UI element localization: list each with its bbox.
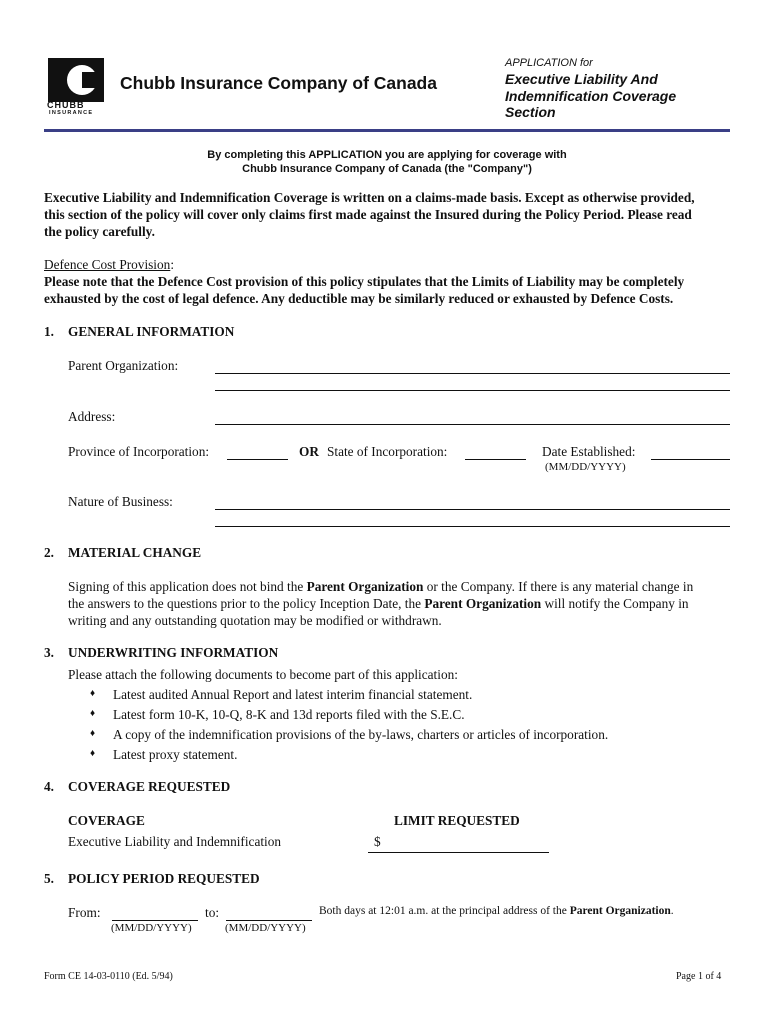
section-2-number: 2.: [44, 545, 54, 560]
policy-period-note: [319, 905, 674, 917]
bullet-icon: ♦: [90, 708, 96, 719]
chubb-logo-mark: [48, 58, 104, 102]
section-4-title: COVERAGE REQUESTED: [68, 779, 231, 794]
bullet-icon: ♦: [90, 728, 96, 739]
subtitle-line-1: By completing this APPLICATION you are applying for coverage with: [207, 149, 567, 161]
defence-cost-title: Defence Cost Provision: [44, 257, 171, 272]
policy-note-c: .: [670, 905, 674, 917]
from-date-input-line[interactable]: [112, 920, 198, 921]
address-input-line[interactable]: [215, 424, 730, 425]
to-date-format: (MM/DD/YYYY): [225, 922, 306, 934]
nature-input-line-2[interactable]: [215, 526, 730, 527]
parent-org-input-line-1[interactable]: [215, 373, 730, 374]
subtitle: [44, 148, 730, 176]
section-1-title: GENERAL INFORMATION: [68, 324, 235, 339]
province-label: Province of Incorporation:: [68, 444, 210, 459]
section-5-number: 5.: [44, 871, 54, 886]
section-2-title: MATERIAL CHANGE: [68, 545, 202, 560]
mc-text-2b: Parent Organization: [424, 596, 542, 611]
from-date-format: (MM/DD/YYYY): [111, 922, 192, 934]
nature-of-business-label: Nature of Business:: [68, 494, 173, 509]
application-for-label: APPLICATION for: [505, 57, 593, 69]
subtitle-line-2: Chubb Insurance Company of Canada (the "Company"): [242, 163, 532, 175]
defence-line-2: exhausted by the cost of legal defence. Any deductible may be similarly reduced or exhausted by Defence Costs.: [44, 291, 674, 306]
chubb-logo: [48, 58, 104, 102]
bullet-item: Latest audited Annual Report and latest interim financial statement.: [113, 687, 473, 702]
defence-cost-section: [44, 256, 734, 307]
defence-line-1: Please note that the Defence Cost provision of this policy stipulates that the Limits of Liability may be completely: [44, 274, 685, 289]
to-date-input-line[interactable]: [226, 920, 312, 921]
header-rule: [44, 129, 730, 132]
page-number: Page 1 of 4: [676, 971, 722, 982]
intro-line-2: this section of the policy will cover only claims first made against the Insured during the Policy Period. Please read: [44, 207, 692, 222]
address-label: Address:: [68, 409, 116, 424]
section-3-number: 3.: [44, 645, 54, 660]
state-input-line[interactable]: [465, 459, 526, 460]
date-established-label: Date Established:: [542, 444, 636, 459]
defence-cost-colon: :: [170, 257, 175, 272]
form-identifier: Form CE 14-03-0110 (Ed. 5/94): [44, 971, 173, 982]
limit-requested-input-line[interactable]: [368, 852, 549, 853]
coverage-column-header: COVERAGE: [68, 813, 145, 828]
limit-column-header: LIMIT REQUESTED: [394, 813, 520, 828]
bullet-icon: ♦: [90, 688, 96, 699]
intro-paragraph: [44, 189, 734, 240]
mc-text-2c: will notify the Company in: [541, 596, 689, 611]
to-label: to:: [205, 905, 220, 920]
coverage-item: Executive Liability and Indemnification: [68, 834, 282, 849]
parent-org-label: Parent Organization:: [68, 358, 179, 373]
mc-text-1b: Parent Organization: [306, 579, 424, 594]
underwriting-intro: Please attach the following documents to become part of this application:: [68, 667, 458, 682]
parent-org-input-line-2[interactable]: [215, 390, 730, 391]
from-label: From:: [68, 905, 101, 920]
section-1-number: 1.: [44, 324, 54, 339]
section-5-title: POLICY PERIOD REQUESTED: [68, 871, 260, 886]
mc-text-1a: Signing of this application does not bind the: [68, 579, 307, 594]
mc-text-1c: or the Company. If there is any material change in: [423, 579, 694, 594]
nature-input-line-1[interactable]: [215, 509, 730, 510]
intro-line-1: Executive Liability and Indemnification Coverage is written on a claims-made basis. Except as otherwise provided,: [44, 190, 695, 205]
bullet-item: Latest form 10-K, 10-Q, 8-K and 13d reports filed with the S.E.C.: [113, 707, 465, 722]
bullet-icon: ♦: [90, 748, 96, 759]
application-title-line-1: Executive Liability And: [505, 71, 658, 87]
application-title-line-2: Indemnification Coverage: [505, 87, 677, 104]
intro-line-3: the policy carefully.: [44, 224, 155, 239]
logo-subtext: INSURANCE: [49, 110, 94, 116]
currency-symbol: $: [374, 834, 381, 849]
mc-text-3: writing and any outstanding quotation may be modified or withdrawn.: [68, 613, 442, 628]
province-input-line[interactable]: [227, 459, 288, 460]
application-title: [505, 71, 745, 121]
material-change-paragraph: [68, 578, 733, 629]
mc-text-2a: the answers to the questions prior to the policy Inception Date, the: [68, 596, 425, 611]
company-name: Chubb Insurance Company of Canada: [120, 73, 437, 93]
or-label: OR: [299, 444, 319, 459]
bullet-item: A copy of the indemnification provisions of the by-laws, charters or articles of incorporation.: [113, 727, 609, 742]
policy-note-b: Parent Organization: [569, 905, 671, 917]
date-established-input-line[interactable]: [651, 459, 730, 460]
logo-wordmark: CHUBB: [47, 100, 85, 110]
section-4-number: 4.: [44, 779, 54, 794]
date-established-format: (MM/DD/YYYY): [545, 461, 626, 473]
application-title-line-3: Section: [505, 104, 556, 120]
policy-note-a: Both days at 12:01 a.m. at the principal address of the: [319, 905, 570, 917]
state-label: State of Incorporation:: [327, 444, 448, 459]
bullet-item: Latest proxy statement.: [113, 747, 238, 762]
section-3-title: UNDERWRITING INFORMATION: [68, 645, 279, 660]
